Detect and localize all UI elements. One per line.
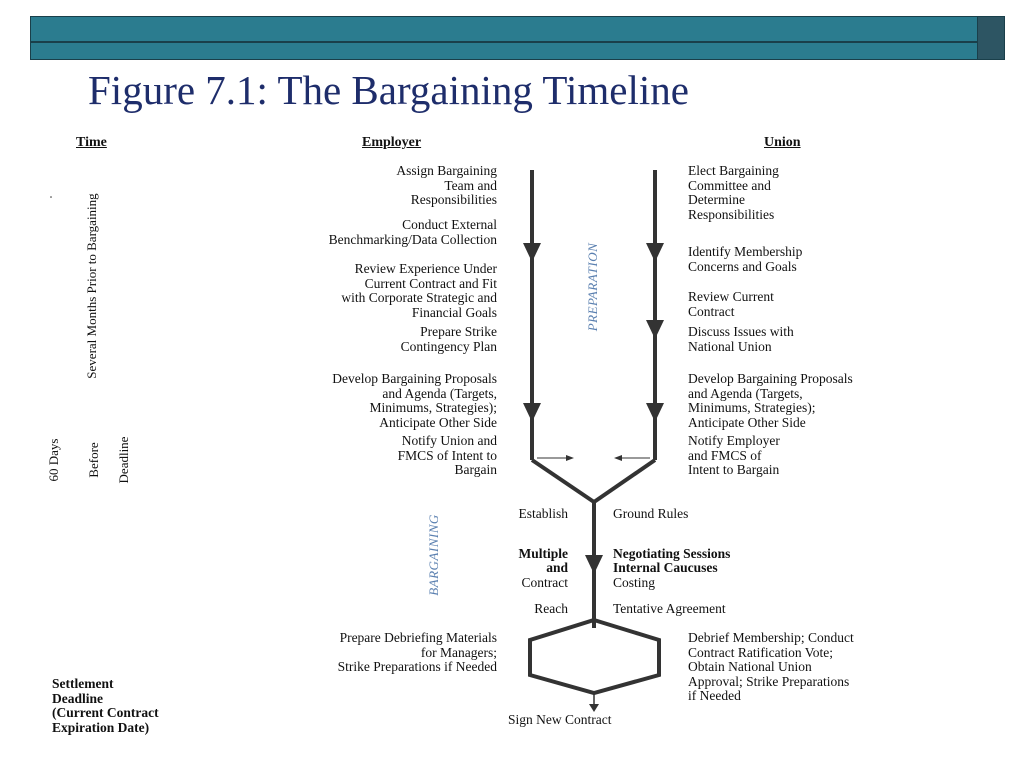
bargaining-reach: Reach (534, 601, 568, 616)
employer-step: Review Experience Under Current Contract and Fit with Corporate Strategic and Financial Goals (341, 261, 497, 320)
bargaining-and: and (546, 560, 568, 575)
phase-label-preparation: PREPARATION (585, 242, 600, 332)
converge-left-line (532, 460, 594, 502)
final-arrowhead (589, 704, 599, 712)
bargaining-tentative-agreement: Tentative Agreement (613, 601, 726, 616)
employer-step: Assign Bargaining Team and Responsibilities (396, 163, 497, 207)
header-time: Time (76, 135, 107, 150)
stray-dot (50, 196, 52, 198)
employer-step: Conduct External Benchmarking/Data Collection (328, 217, 497, 247)
settlement-employer-step: Prepare Debriefing Materials for Managers; Strike Preparations if Needed (337, 630, 497, 674)
bargaining-ground-rules: Ground Rules (613, 506, 689, 521)
bargaining-arrowhead (585, 555, 603, 574)
bargaining-multiple: Multiple (518, 546, 568, 561)
time-label-deadline: Deadline (116, 436, 131, 484)
union-step: Elect Bargaining Committee and Determine Responsibilities (688, 163, 779, 222)
bargaining-negotiating-sessions: Negotiating Sessions (613, 546, 731, 561)
time-label-before: Before (86, 442, 101, 478)
phase-label-bargaining: BARGAINING (426, 514, 441, 596)
header-union: Union (764, 135, 801, 150)
bargaining-internal-caucuses: Internal Caucuses (613, 560, 718, 575)
bargaining-establish: Establish (518, 506, 568, 521)
union-arrowhead (646, 403, 664, 422)
union-step: Discuss Issues with National Union (688, 324, 794, 354)
employer-step: Notify Union and FMCS of Intent to Bargain (397, 433, 497, 477)
settlement-union-step: Debrief Membership; Conduct Contract Ratification Vote; Obtain National Union Approval; Strike Preparations if Needed (688, 630, 854, 703)
final-step-sign-contract: Sign New Contract (508, 712, 612, 727)
slide-title: Figure 7.1: The Bargaining Timeline (88, 67, 689, 113)
time-label-settlement: Settlement Deadline (Current Contract Expiration Date) (52, 676, 159, 735)
union-step: Notify Employer and FMCS of Intent to Bargain (688, 433, 780, 477)
employer-arrowhead (523, 403, 541, 422)
time-label-60-days: 60 Days (46, 438, 61, 482)
time-label-several-months: Several Months Prior to Bargaining (84, 193, 99, 379)
bargaining-contract: Contract (521, 575, 568, 590)
union-arrowhead (646, 243, 664, 262)
bargaining-costing: Costing (613, 575, 656, 590)
employer-step: Prepare Strike Contingency Plan (400, 324, 497, 354)
union-arrowhead (646, 320, 664, 339)
converge-right-line (594, 460, 655, 502)
header-employer: Employer (362, 135, 422, 150)
employer-arrowhead (523, 243, 541, 262)
employer-step: Develop Bargaining Proposals and Agenda (Targets, Minimums, Strategies); Anticipate Other Side (332, 371, 497, 430)
union-step: Review Current Contract (688, 289, 774, 319)
union-step: Develop Bargaining Proposals and Agenda (Targets, Minimums, Strategies); Anticipate Other Side (688, 371, 853, 430)
settlement-hexagon (530, 620, 659, 693)
union-step: Identify Membership Concerns and Goals (688, 244, 803, 274)
